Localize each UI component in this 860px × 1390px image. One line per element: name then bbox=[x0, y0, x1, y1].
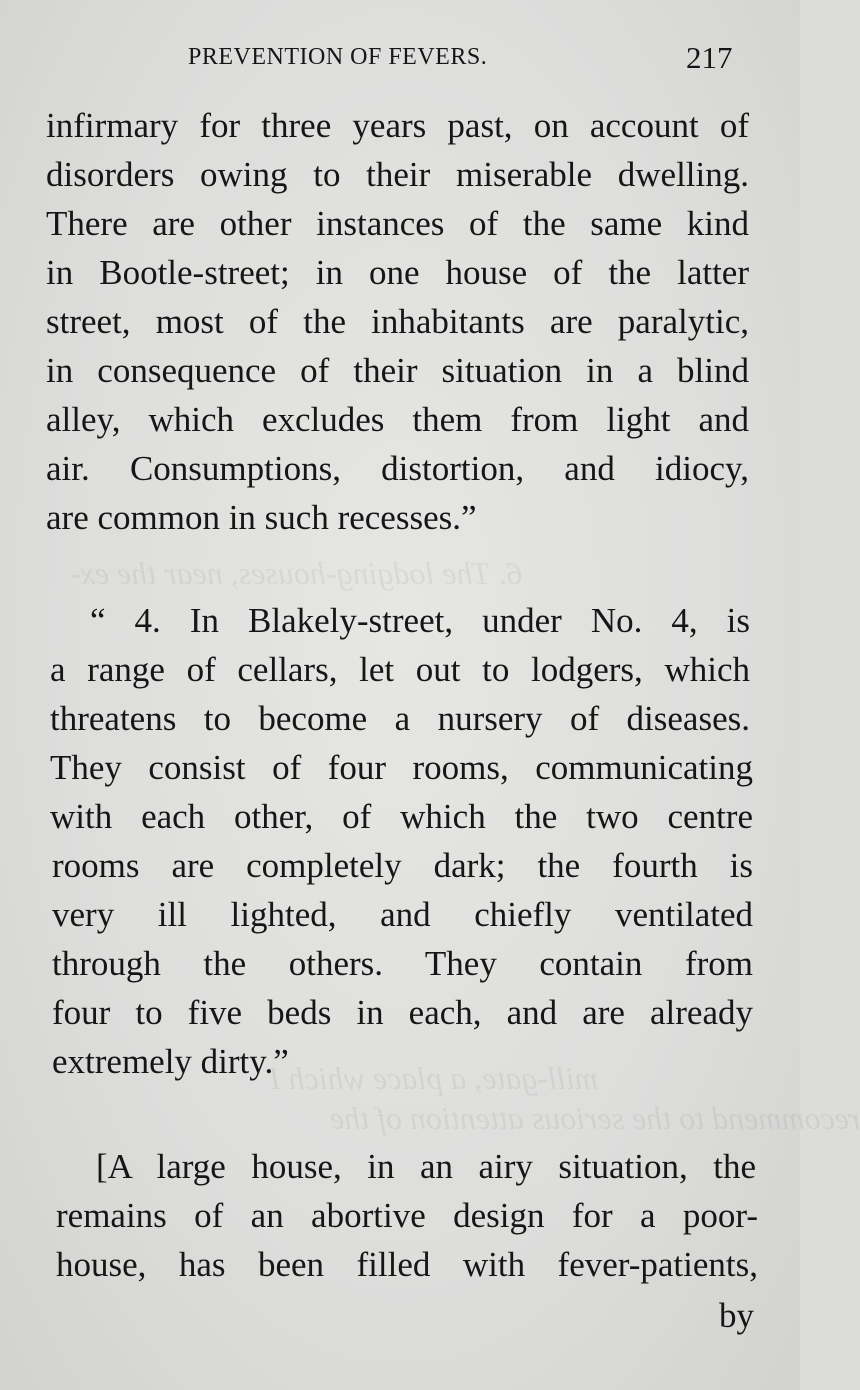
text-line: infirmary for three years past, on account of bbox=[46, 106, 749, 145]
text-line: in consequence of their situation in a blind bbox=[46, 351, 749, 390]
page-header bbox=[0, 42, 800, 78]
text-line: extremely dirty.” bbox=[52, 1042, 289, 1081]
text-line: very ill lighted, and chiefly ventilated bbox=[52, 895, 753, 934]
text-line: rooms are completely dark; the fourth is bbox=[52, 846, 753, 885]
text-line: There are other instances of the same kind bbox=[46, 204, 749, 243]
text-line: house, has been filled with fever-patients, bbox=[56, 1245, 758, 1284]
show-through-text: recommend to the serious attention of the bbox=[330, 1100, 860, 1136]
text-line: They consist of four rooms, communicating bbox=[50, 748, 753, 787]
text-line: disorders owing to their miserable dwelling. bbox=[46, 155, 749, 194]
text-line: air. Consumptions, distortion, and idiocy, bbox=[46, 449, 749, 488]
text-line: threatens to become a nursery of diseases. bbox=[50, 699, 750, 738]
page-number: 217 bbox=[686, 40, 733, 75]
running-title: PREVENTION OF FEVERS. bbox=[188, 44, 488, 70]
text-line: street, most of the inhabitants are paralytic, bbox=[46, 302, 749, 341]
catchword: by bbox=[719, 1296, 754, 1335]
text-line: in Bootle-street; in one house of the latter bbox=[46, 253, 749, 292]
show-through-text: mill-gate, a place which I bbox=[270, 1060, 598, 1096]
text-line: a range of cellars, let out to lodgers, which bbox=[50, 650, 750, 689]
text-line: remains of an abortive design for a poor- bbox=[56, 1196, 758, 1235]
text-line: are common in such recesses.” bbox=[46, 498, 477, 537]
text-line: with each other, of which the two centre bbox=[50, 797, 753, 836]
show-through-text: 6. The lodging-houses, near the ex- bbox=[70, 555, 523, 591]
text-line: alley, which excludes them from light and bbox=[46, 400, 749, 439]
text-line: four to five beds in each, and are already bbox=[52, 993, 753, 1032]
text-line: [A large house, in an airy situation, the bbox=[96, 1147, 756, 1186]
text-line: “ 4. In Blakely-street, under No. 4, is bbox=[90, 601, 750, 640]
text-line: through the others. They contain from bbox=[52, 944, 753, 983]
